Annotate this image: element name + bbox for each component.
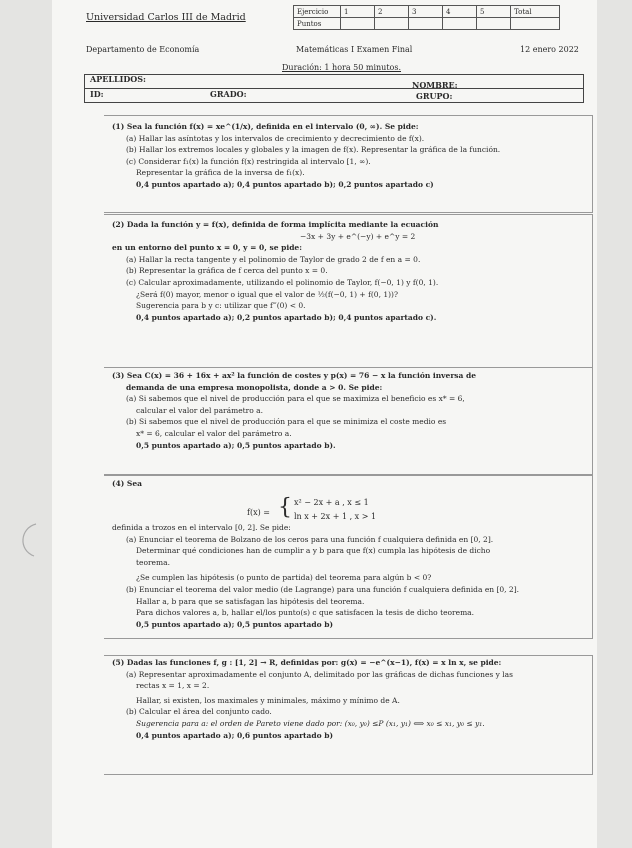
q3-part-a: (a) Si sabemos que el nivel de producción para el que se maximiza el beneficio es x* = 6,	[126, 394, 465, 404]
q4-part-b-cont: Hallar a, b para que se satisfagan las hipótesis del teorema.	[136, 596, 365, 606]
score-col: 3	[409, 6, 443, 18]
q1-points: 0,4 puntos apartado a); 0,4 puntos apartado b); 0,2 puntos apartado c)	[136, 179, 434, 189]
q1-part-b: (b) Hallar los extremos locales y globales y la imagen de f(x). Representar la gráfica de la función.	[126, 145, 501, 155]
q4-case-2: ln x + 2x + 1 , x > 1	[294, 512, 377, 521]
question-4-stem-block	[112, 478, 142, 490]
score-table	[293, 5, 560, 30]
piecewise-brace: {	[278, 495, 292, 520]
q4-points: 0,5 puntos apartado a); 0,5 puntos apartado b)	[136, 619, 333, 629]
score-cell	[443, 18, 477, 30]
q4-part-a: (a) Enunciar el teorema de Bolzano de los ceros para una función f cualquiera definida en [0, 2].	[126, 534, 494, 544]
score-cell	[511, 18, 560, 30]
q1-part-c-cont: Representar la gráfica de la inversa de f₁(x).	[136, 168, 305, 178]
q2-stem-cont: en un entorno del punto x = 0, y = 0, se pide:	[112, 243, 302, 253]
q4-fx: f(x) =	[247, 508, 270, 517]
score-col: 1	[341, 6, 375, 18]
q5-part-a: (a) Representar aproximadamente el conjunto A, delimitado por las gráficas de dichas funciones y las	[126, 669, 513, 679]
q2-equation: −3x + 3y + e^(−y) + e^y = 2	[300, 231, 416, 241]
question-2	[112, 219, 438, 323]
question-5	[112, 657, 513, 741]
university-name: Universidad Carlos III de Madrid	[86, 12, 246, 23]
score-col-total: Total	[511, 6, 560, 18]
question-1	[112, 121, 500, 191]
exam-title: Matemáticas I Examen Final	[296, 45, 413, 54]
score-cell	[477, 18, 511, 30]
student-info-box	[84, 74, 584, 103]
surnames-label: APELLIDOS:	[90, 74, 146, 84]
group-label: GRUPO:	[416, 91, 453, 101]
score-col: 4	[443, 6, 477, 18]
question-4	[112, 522, 519, 630]
score-cell	[375, 18, 409, 30]
exam-date: 12 enero 2022	[520, 45, 579, 54]
score-col: 5	[477, 6, 511, 18]
q3-points: 0,5 puntos apartado a); 0,5 puntos apartado b).	[136, 440, 336, 450]
score-cell	[409, 18, 443, 30]
q2-hint: Sugerencia para b y c: utilizar que f‴(0) < 0.	[136, 301, 306, 311]
q4-part-b: (b) Enunciar el teorema del valor medio (de Lagrange) para una función f cualquiera definida en [0, 2].	[126, 584, 520, 594]
q4-stem: (4) Sea	[112, 479, 142, 488]
q2-part-c: (c) Calcular aproximadamente, utilizando el polinomio de Taylor, f(−0, 1) y f(0, 1).	[126, 277, 439, 287]
margin-scribble	[14, 520, 44, 560]
score-row-label: Puntos	[294, 18, 341, 30]
q3-part-b: (b) Si sabemos que el nivel de producción para el que se minimiza el coste medio es	[126, 417, 447, 427]
q2-part-c-cont: ¿Será f(0) mayor, menor o igual que el valor de ½(f(−0, 1) + f(0, 1))?	[136, 289, 398, 299]
q3-stem: (3) Sea C(x) = 36 + 16x + ax² la función de costes y p(x) = 76 − x la función inversa de	[112, 371, 476, 380]
q5-points: 0,4 puntos apartado a); 0,6 puntos apartado b)	[136, 730, 333, 740]
degree-label: GRADO:	[210, 89, 247, 99]
q5-part-a-cont: rectas x = 1, x = 2.	[136, 681, 210, 691]
q5-stem: (5) Dadas las funciones f, g : [1, 2] → R, definidas por: g(x) = −e^(x−1), f(x) = x ln x, se pide:	[112, 658, 502, 667]
q2-part-b: (b) Representar la gráfica de f cerca del punto x = 0.	[126, 266, 328, 276]
q4-part-a-question: ¿Se cumplen las hipótesis (o punto de partida) del teorema para algún b < 0?	[136, 573, 432, 583]
q1-stem: (1) Sea la función f(x) = xe^(1/x), definida en el intervalo (0, ∞). Se pide:	[112, 122, 419, 131]
q1-part-a: (a) Hallar las asíntotas y los intervalos de crecimiento y decrecimiento de f(x).	[126, 133, 425, 143]
question-3	[112, 370, 476, 451]
id-label: ID:	[90, 89, 104, 99]
q2-part-a: (a) Hallar la recta tangente y el polinomio de Taylor de grado 2 de f en a = 0.	[126, 254, 421, 264]
q4-part-a-cont: Determinar qué condiciones han de cumplir a y b para que f(x) cumpla las hipótesis de dicho	[136, 546, 491, 556]
q4-stem-cont: definida a trozos en el intervalo [0, 2]. Se pide:	[112, 523, 291, 532]
q4-case-1: x² − 2x + a , x ≤ 1	[294, 498, 369, 507]
score-row-label: Ejercicio	[294, 6, 341, 18]
score-cell	[341, 18, 375, 30]
score-col: 2	[375, 6, 409, 18]
q4-part-b-cont2: Para dichos valores a, b, hallar el/los punto(s) c que satisfacen la tesis de dicho teorema.	[136, 608, 475, 618]
q5-hint: Sugerencia para a: el orden de Pareto viene dado por: (x₀, y₀) ≤P (x₁, y₁) ⟺ x₀ ≤ x₁, y₀ ≤ y₁.	[136, 718, 485, 728]
q3-stem-cont: demanda de una empresa monopolista, donde a > 0. Se pide:	[126, 382, 383, 392]
q1-part-c: (c) Considerar f₁(x) la función f(x) restringida al intervalo [1, ∞).	[126, 156, 371, 166]
q4-part-a-cont2: teorema.	[136, 557, 170, 567]
q5-part-a-cont2: Hallar, si existen, los maximales y minimales, máximo y mínimo de A.	[136, 695, 400, 705]
q5-part-b: (b) Calcular el área del conjunto cado.	[126, 707, 272, 717]
q2-stem: (2) Dada la función y = f(x), definida de forma implícita mediante la ecuación	[112, 220, 439, 229]
exam-duration: Duración: 1 hora 50 minutos.	[282, 63, 401, 72]
department: Departamento de Economía	[86, 45, 200, 54]
q3-part-b-cont: x* = 6, calcular el valor del parámetro a.	[136, 428, 292, 438]
q3-part-a-cont: calcular el valor del parámetro a.	[136, 405, 264, 415]
q2-points: 0,4 puntos apartado a); 0,2 puntos apartado b); 0,4 puntos apartado c).	[136, 312, 437, 322]
name-label: NOMBRE:	[412, 80, 458, 90]
